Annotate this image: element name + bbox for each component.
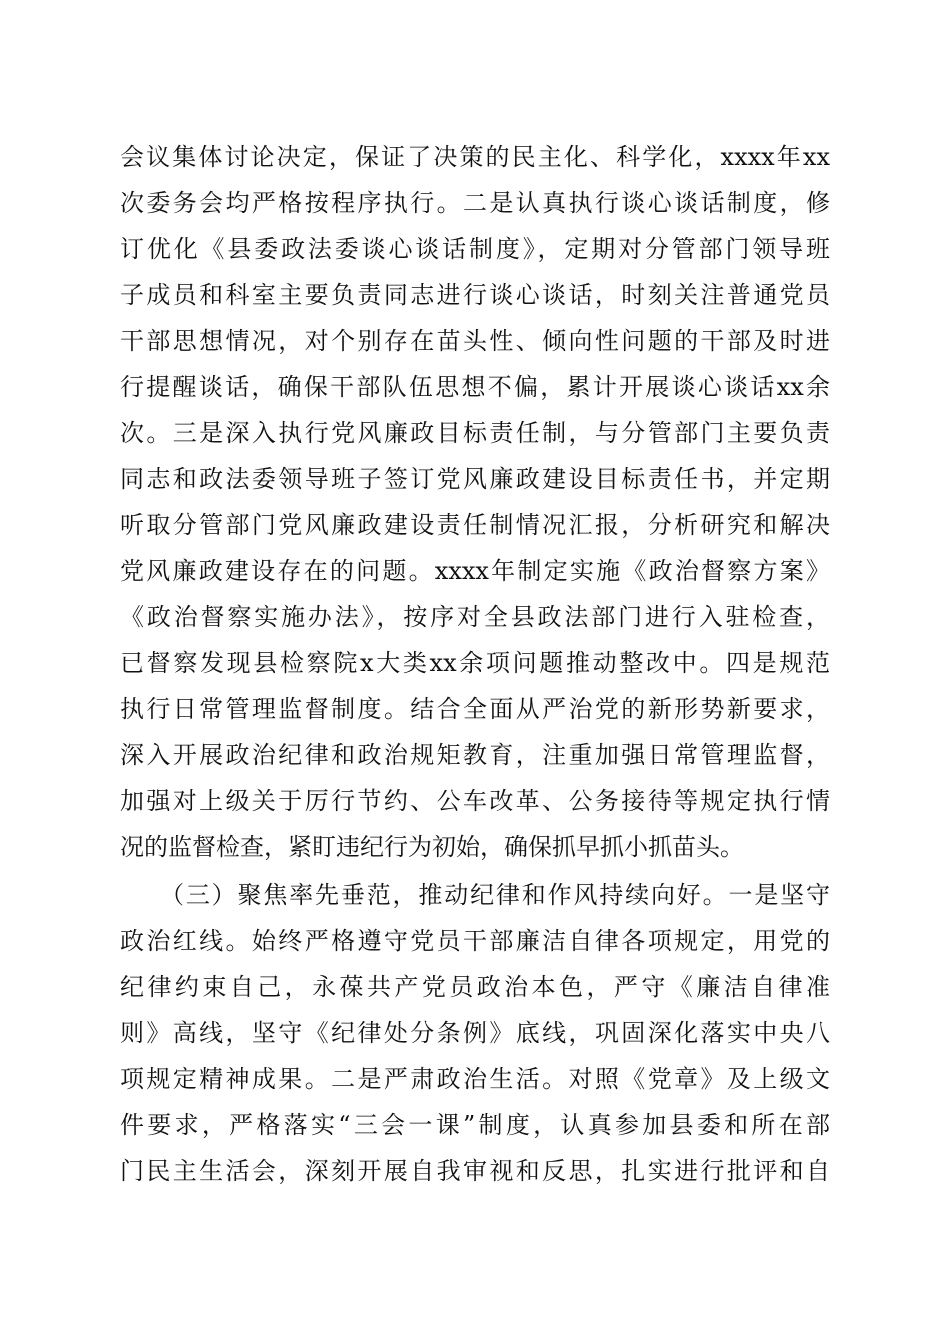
text-line: 听取分管部门党风廉政建设责任制情况汇报，分析研究和解决 xyxy=(120,511,830,539)
text-line: 会议集体讨论决定，保证了决策的民主化、科学化，xxxx年xx xyxy=(120,143,830,171)
text-line: 项规定精神成果。二是严肃政治生活。对照《党章》及上级文 xyxy=(120,1065,830,1093)
text-line: 《政治督察实施办法》，按序对全县政法部门进行入驻检查， xyxy=(120,603,830,631)
text-line: 件要求，严格落实“三会一课”制度，认真参加县委和所在部 xyxy=(120,1111,830,1139)
section-heading-line: （三）聚焦率先垂范，推动纪律和作风持续向好。一是坚守 xyxy=(160,881,830,909)
text-line: 已督察发现县检察院x大类xx余项问题推动整改中。四是规范 xyxy=(120,649,830,677)
text-line: 行提醒谈话，确保干部队伍思想不偏，累计开展谈心谈话xx余 xyxy=(120,373,830,401)
text-line: 加强对上级关于厉行节约、公车改革、公务接待等规定执行情 xyxy=(120,787,830,815)
text-line: 次。三是深入执行党风廉政目标责任制，与分管部门主要负责 xyxy=(120,419,830,447)
text-line: 同志和政法委领导班子签订党风廉政建设目标责任书，并定期 xyxy=(120,465,830,493)
text-line: 纪律约束自己，永葆共产党员政治本色，严守《廉洁自律准 xyxy=(120,973,830,1001)
text-line: 党风廉政建设存在的问题。xxxx年制定实施《政治督察方案》 xyxy=(120,557,830,585)
text-line: 政治红线。始终严格遵守党员干部廉洁自律各项规定，用党的 xyxy=(120,927,830,955)
text-line: 则》高线，坚守《纪律处分条例》底线，巩固深化落实中央八 xyxy=(120,1019,830,1047)
text-line: 况的监督检查，紧盯违纪行为初始，确保抓早抓小抓苗头。 xyxy=(120,833,744,861)
text-line: 次委务会均严格按程序执行。二是认真执行谈心谈话制度，修 xyxy=(120,189,830,217)
text-line: 门民主生活会，深刻开展自我审视和反思，扎实进行批评和自 xyxy=(120,1157,830,1185)
text-line: 子成员和科室主要负责同志进行谈心谈话，时刻关注普通党员 xyxy=(120,281,830,309)
text-line: 执行日常管理监督制度。结合全面从严治党的新形势新要求， xyxy=(120,695,830,723)
text-line: 订优化《县委政法委谈心谈话制度》，定期对分管部门领导班 xyxy=(120,235,830,263)
text-line: 深入开展政治纪律和政治规矩教育，注重加强日常管理监督， xyxy=(120,741,830,769)
text-line: 干部思想情况，对个别存在苗头性、倾向性问题的干部及时进 xyxy=(120,327,830,355)
